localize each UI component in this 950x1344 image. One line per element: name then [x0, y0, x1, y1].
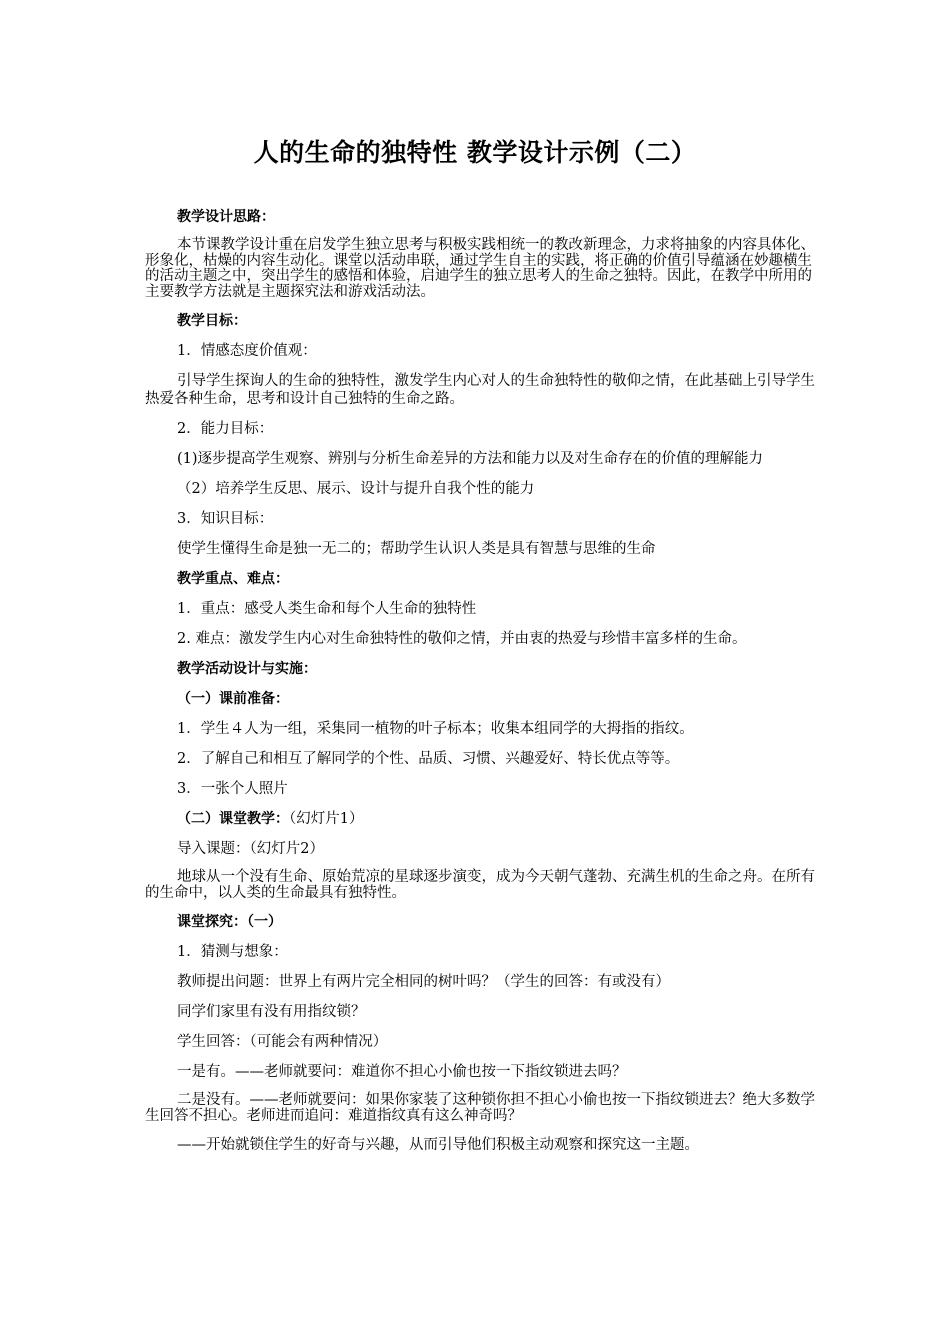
question-2: 同学们家里有没有用指纹锁？ [177, 1004, 366, 1020]
goal2-item1: (1)逐步提高学生观察、辨别与分析生命差异的方法和能力以及对生命存在的价值的理解能力 [177, 451, 764, 467]
goals-heading: 教学目标： [177, 313, 247, 329]
goal2-title: 2．能力目标： [177, 421, 274, 437]
question-1: 教师提出问题：世界上有两片完全相同的树叶吗？（学生的回答：有或没有） [177, 974, 670, 990]
design-heading: 教学设计思路： [177, 209, 275, 225]
class-heading-line [145, 810, 817, 828]
prep-item1: 1．学生４人为一组，采集同一植物的叶子标本；收集本组同学的大拇指的指纹。 [177, 721, 694, 737]
goal2-item2: （2）培养学生反思、展示、设计与提升自我个性的能力 [177, 481, 535, 497]
explore-heading: 课堂探究：（一） [177, 914, 282, 930]
prep-heading: （一）课前准备： [177, 691, 289, 707]
prep-item3: 3．一张个人照片 [177, 781, 288, 797]
goal1-title: 1．情感态度价值观： [177, 343, 317, 359]
prep-item2: 2．了解自己和相互了解同学的个性、品质、习惯、兴趣爱好、特长优点等等。 [177, 751, 680, 767]
design-paragraph: 本节课教学设计重在启发学生独立思考与积极实践相统一的教改新理念，力求将抽象的内容具体化、形象化，枯燥的内容生动化。课堂以活动串联，通过学生自主的实践，将正确的价值引导蕴涵在妙趣横生的活动主题之中，突出学生的感悟和体验，启迪学生的独立思考人的生命之独特。因此，在教学中所用的主要教学方法就是主题探究法和游戏活动法。 [145, 237, 815, 300]
class-heading: （二）课堂教学： [177, 811, 289, 827]
goal3-paragraph: 使学生懂得生命是独一无二的；帮助学生认识人类是具有智慧与思维的生命 [177, 541, 656, 557]
answer-2: 二是没有。——老师就要问：如果你家装了这种锁你担不担心小偷也按一下指纹锁进去？绝大多数学生回答不担心。老师进而追问：难道指纹真有这么神奇吗？ [145, 1092, 815, 1124]
document-title: 人的生命的独特性 教学设计示例（二） [253, 138, 697, 167]
intro-paragraph: 地球从一个没有生命、原始荒凉的星球逐步演变，成为今天朝气蓬勃、充满生机的生命之舟。在所有的生命中，以人类的生命最具有独特性。 [145, 869, 815, 901]
intro-line: 导入课题：（幻灯片2） [177, 841, 324, 857]
goal3-title: 3．知识目标： [177, 511, 274, 527]
activity-heading: 教学活动设计与实施： [177, 661, 317, 677]
question-3: 学生回答：（可能会有两种情况） [177, 1034, 388, 1050]
key-heading: 教学重点、难点： [177, 571, 289, 587]
guess-title: 1．猜测与想象： [177, 944, 288, 960]
goal1-paragraph: 引导学生探询人的生命的独特性，激发学生内心对人的生命独特性的敬仰之情，在此基础上引导学生热爱各种生命，思考和设计自己独特的生命之路。 [145, 373, 815, 407]
document-body [145, 208, 817, 1166]
difficult-point: 2. 难点：激发学生内心对生命独特性的敬仰之情，并由衷的热爱与珍惜丰富多样的生命。 [177, 631, 747, 647]
key-point: 1．重点：感受人类生命和每个人生命的独特性 [177, 601, 477, 617]
class-slide-ref: （幻灯片1） [289, 811, 364, 827]
answer-3: ——开始就锁住学生的好奇与兴趣，从而引导他们积极主动观察和探究这一主题。 [177, 1137, 699, 1153]
answer-1: 一是有。——老师就要问：难道你不担心小偷也按一下指纹锁进去吗？ [177, 1064, 627, 1080]
